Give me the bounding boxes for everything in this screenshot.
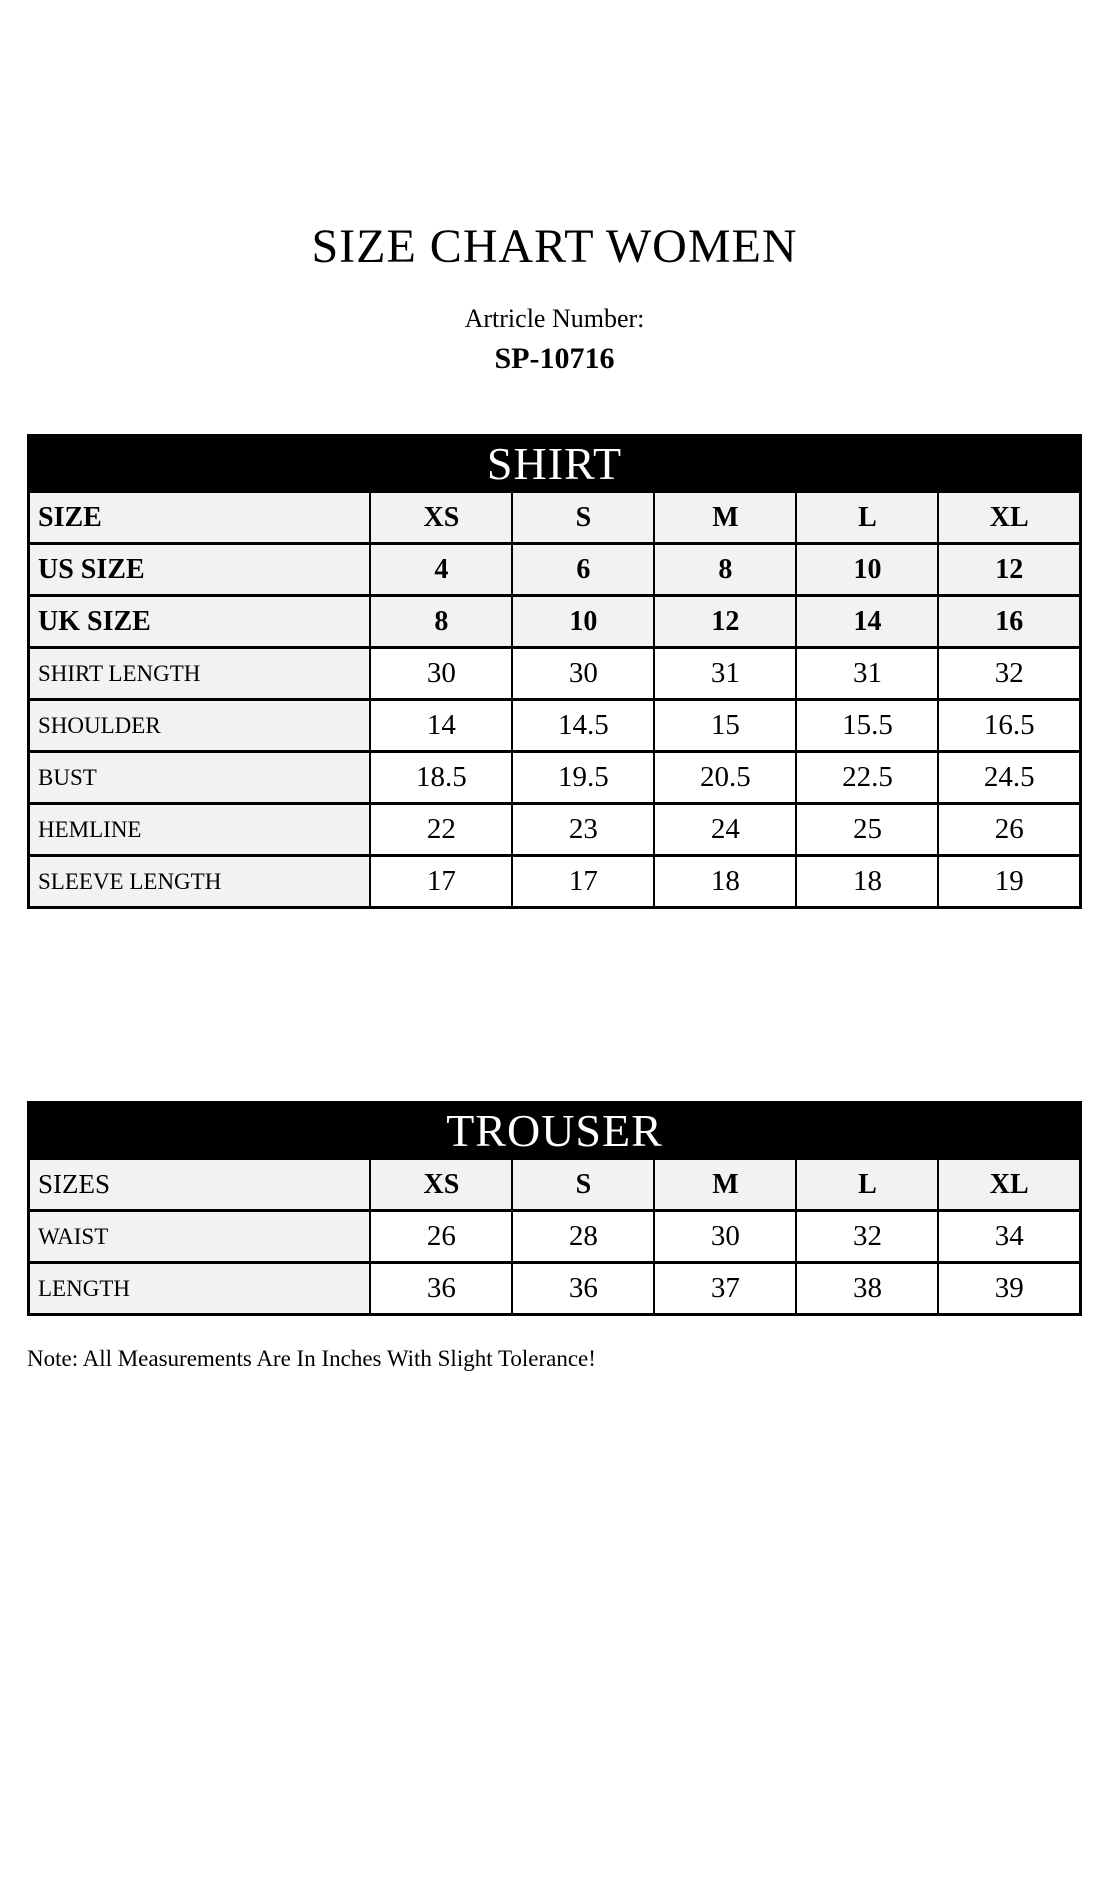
cell-value: 18	[796, 856, 938, 908]
cell-value: L	[796, 492, 938, 544]
size-chart-page	[27, 222, 1082, 1372]
table-row-waist	[29, 1211, 1081, 1263]
cell-value: 22	[370, 804, 512, 856]
cell-value: 17	[512, 856, 654, 908]
row-label: BUST	[29, 752, 371, 804]
cell-value: 15	[654, 700, 796, 752]
table-row-sizes	[29, 1159, 1081, 1211]
row-label: SLEEVE LENGTH	[29, 856, 371, 908]
cell-value: XS	[370, 1159, 512, 1211]
cell-value: 6	[512, 544, 654, 596]
cell-value: 30	[654, 1211, 796, 1263]
table-caption-row	[29, 436, 1081, 492]
row-label: SHOULDER	[29, 700, 371, 752]
cell-value: 14	[796, 596, 938, 648]
cell-value: 38	[796, 1263, 938, 1315]
row-label: SIZES	[29, 1159, 371, 1211]
cell-value: 30	[370, 648, 512, 700]
trouser-table-caption: TROUSER	[29, 1103, 1081, 1159]
cell-value: 15.5	[796, 700, 938, 752]
trouser-size-table	[27, 1101, 1082, 1316]
shirt-size-table	[27, 434, 1082, 909]
page-title: SIZE CHART WOMEN	[311, 220, 798, 273]
cell-value: XL	[938, 1159, 1080, 1211]
cell-value: 31	[796, 648, 938, 700]
cell-value: S	[512, 492, 654, 544]
cell-value: 37	[654, 1263, 796, 1315]
cell-value: 18	[654, 856, 796, 908]
cell-value: 16.5	[938, 700, 1080, 752]
table-row-length	[29, 1263, 1081, 1315]
cell-value: 16	[938, 596, 1080, 648]
cell-value: 24.5	[938, 752, 1080, 804]
cell-value: 19.5	[512, 752, 654, 804]
table-row-hemline	[29, 804, 1081, 856]
cell-value: M	[654, 1159, 796, 1211]
cell-value: 20.5	[654, 752, 796, 804]
note-text: Note: All Measurements Are In Inches With Slight Tolerance!	[27, 1346, 596, 1372]
cell-value: 26	[370, 1211, 512, 1263]
cell-value: 23	[512, 804, 654, 856]
cell-value: 24	[654, 804, 796, 856]
table-row-size	[29, 492, 1081, 544]
row-label: WAIST	[29, 1211, 371, 1263]
cell-value: 32	[938, 648, 1080, 700]
row-label: LENGTH	[29, 1263, 371, 1315]
cell-value: 8	[654, 544, 796, 596]
cell-value: 10	[796, 544, 938, 596]
cell-value: 10	[512, 596, 654, 648]
cell-value: 36	[370, 1263, 512, 1315]
cell-value: 17	[370, 856, 512, 908]
row-label: SIZE	[29, 492, 371, 544]
cell-value: XL	[938, 492, 1080, 544]
cell-value: S	[512, 1159, 654, 1211]
cell-value: 19	[938, 856, 1080, 908]
cell-value: 12	[938, 544, 1080, 596]
table-row-us-size	[29, 544, 1081, 596]
cell-value: XS	[370, 492, 512, 544]
cell-value: 8	[370, 596, 512, 648]
cell-value: 26	[938, 804, 1080, 856]
cell-value: 39	[938, 1263, 1080, 1315]
cell-value: 36	[512, 1263, 654, 1315]
shirt-table-caption: SHIRT	[29, 436, 1081, 492]
cell-value: 34	[938, 1211, 1080, 1263]
table-caption-row	[29, 1103, 1081, 1159]
cell-value: 32	[796, 1211, 938, 1263]
cell-value: M	[654, 492, 796, 544]
article-number-label: Artricle Number:	[464, 304, 645, 334]
table-row-uk-size	[29, 596, 1081, 648]
table-row-sleeve-length	[29, 856, 1081, 908]
cell-value: 18.5	[370, 752, 512, 804]
row-label: HEMLINE	[29, 804, 371, 856]
table-row-bust	[29, 752, 1081, 804]
cell-value: 4	[370, 544, 512, 596]
table-row-shoulder	[29, 700, 1081, 752]
cell-value: 28	[512, 1211, 654, 1263]
row-label: US SIZE	[29, 544, 371, 596]
table-row-shirt-length	[29, 648, 1081, 700]
cell-value: 31	[654, 648, 796, 700]
cell-value: 12	[654, 596, 796, 648]
row-label: SHIRT LENGTH	[29, 648, 371, 700]
cell-value: L	[796, 1159, 938, 1211]
cell-value: 14.5	[512, 700, 654, 752]
cell-value: 14	[370, 700, 512, 752]
cell-value: 30	[512, 648, 654, 700]
cell-value: 25	[796, 804, 938, 856]
row-label: UK SIZE	[29, 596, 371, 648]
cell-value: 22.5	[796, 752, 938, 804]
article-number-value: SP-10716	[494, 342, 615, 376]
